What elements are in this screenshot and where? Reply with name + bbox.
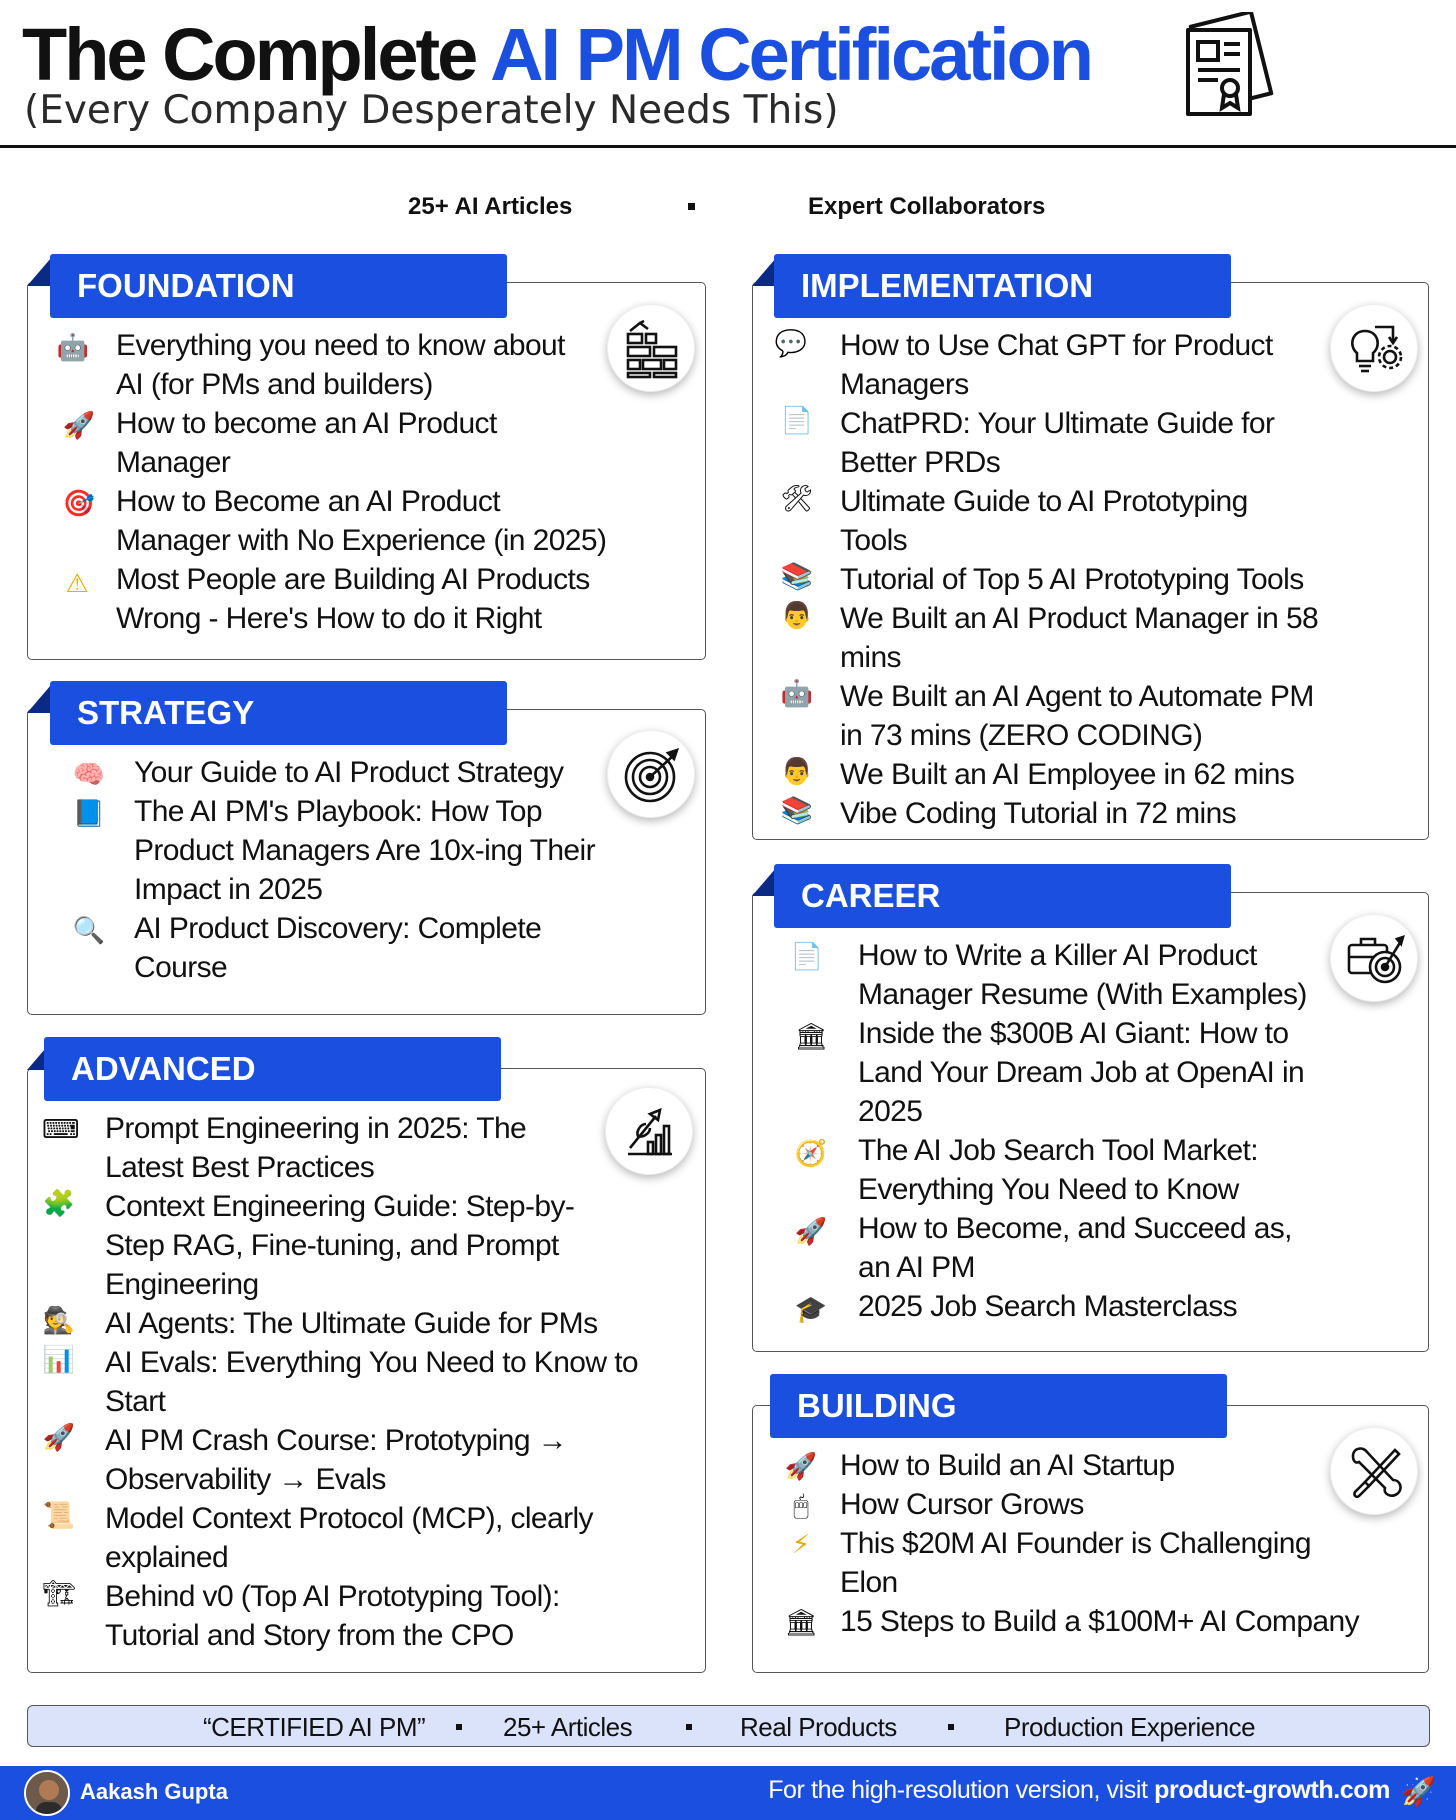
item-line: in 73 mins (ZERO CODING) — [840, 719, 1203, 752]
item-line: How to Become an AI Product — [116, 485, 501, 518]
list-item[interactable] — [840, 1446, 1175, 1485]
item-line: Most People are Building AI Products — [116, 563, 590, 596]
visit-text — [768, 1776, 1390, 1805]
footer — [0, 1766, 1456, 1820]
item-line: Observability → Evals — [105, 1463, 386, 1496]
foundation-title: FOUNDATION — [50, 254, 507, 318]
item-line: The AI PM's Playbook: How Top — [134, 795, 542, 828]
title-part-2: AI PM Certification — [490, 13, 1091, 96]
list-item[interactable] — [840, 794, 1236, 833]
item-line: Your Guide to AI Product Strategy — [134, 756, 564, 789]
item-line: Ultimate Guide to AI Prototyping — [840, 485, 1248, 518]
book-icon: 📘 — [72, 799, 106, 829]
item-line: 15 Steps to Build a $100M+ AI Company — [840, 1605, 1359, 1638]
ribbon-separator — [948, 1724, 954, 1730]
building-icon: 🏛 — [784, 1608, 818, 1638]
graduation-cap-icon: 🎓 — [794, 1295, 828, 1325]
stat-separator — [688, 203, 695, 210]
document-icon: 📄 — [790, 942, 824, 972]
header — [0, 0, 1456, 148]
item-line: We Built an AI Agent to Automate PM — [840, 680, 1314, 713]
tab-fold — [27, 258, 51, 286]
item-line: AI Evals: Everything You Need to Know to — [105, 1346, 639, 1379]
warning-icon: ⚠ — [65, 569, 89, 599]
item-line: How to Build an AI Startup — [840, 1449, 1175, 1482]
item-line: Model Context Protocol (MCP), clearly — [105, 1502, 593, 1535]
item-line: Engineering — [105, 1268, 259, 1301]
keyboard-icon: ⌨ — [42, 1115, 80, 1145]
list-item[interactable] — [105, 1421, 567, 1499]
page-title — [22, 12, 1091, 98]
list-item[interactable] — [840, 560, 1304, 599]
list-item[interactable] — [105, 1304, 597, 1343]
item-line: Behind v0 (Top AI Prototyping Tool): — [105, 1580, 560, 1613]
item-line: an AI PM — [858, 1251, 975, 1284]
item-line: Inside the $300B AI Giant: How to — [858, 1017, 1289, 1050]
item-line: Course — [134, 951, 228, 984]
page-subtitle: (Every Company Desperately Needs This) — [24, 88, 839, 133]
detective-icon: 🕵 — [42, 1306, 76, 1336]
item-line: Vibe Coding Tutorial in 72 mins — [840, 797, 1237, 830]
item-line: The AI Job Search Tool Market: — [858, 1134, 1258, 1167]
item-line: Tutorial of Top 5 AI Prototyping Tools — [840, 563, 1304, 596]
title-part-1: The Complete — [22, 13, 491, 96]
list-item[interactable] — [134, 792, 595, 909]
list-item[interactable] — [858, 1209, 1292, 1287]
implementation-title: IMPLEMENTATION — [774, 254, 1231, 318]
crane-icon: 🏗 — [42, 1579, 76, 1609]
list-item[interactable] — [858, 1014, 1304, 1131]
scroll-icon: 📜 — [42, 1501, 76, 1531]
item-line: Impact in 2025 — [134, 873, 323, 906]
list-item[interactable] — [840, 1524, 1311, 1602]
career-title: CAREER — [774, 864, 1231, 928]
item-line: AI Product Discovery: Complete — [134, 912, 542, 945]
list-item[interactable] — [840, 755, 1294, 794]
ribbon-experience: Production Experience — [1004, 1712, 1256, 1742]
item-line: Better PRDs — [840, 446, 1001, 479]
rocket-icon: 🚀 — [784, 1452, 818, 1482]
avatar — [24, 1770, 70, 1816]
rocket-chart-icon — [605, 1087, 693, 1175]
list-item[interactable] — [134, 909, 541, 987]
building-title: BUILDING — [770, 1374, 1227, 1438]
item-line: How to become an AI Product — [116, 407, 497, 440]
stat-collaborators: Expert Collaborators — [808, 193, 1046, 220]
certification-ribbon — [27, 1705, 1430, 1747]
item-line: Start — [105, 1385, 166, 1418]
puzzle-icon: 🧩 — [42, 1189, 76, 1219]
ribbon-separator — [456, 1724, 462, 1730]
item-line: How to Become, and Succeed as, — [858, 1212, 1292, 1245]
document-icon: 📄 — [780, 406, 814, 436]
ribbon-certified: “CERTIFIED AI PM” — [203, 1712, 426, 1742]
item-line: How to Write a Killer AI Product — [858, 939, 1257, 972]
wrench-screwdriver-icon — [1330, 1427, 1418, 1515]
strategy-title: STRATEGY — [50, 681, 507, 745]
list-item[interactable] — [116, 404, 497, 482]
item-line: Everything you need to know about — [116, 329, 565, 362]
item-line: AI (for PMs and builders) — [116, 368, 433, 401]
item-line: Wrong - Here's How to do it Right — [116, 602, 542, 635]
item-line: Product Managers Are 10x-ing Their — [134, 834, 595, 867]
item-line: Elon — [840, 1566, 898, 1599]
visit-link[interactable]: product-growth.com — [1154, 1776, 1390, 1804]
rocket-icon: 🚀 — [794, 1217, 828, 1247]
advanced-title: ADVANCED — [44, 1037, 501, 1101]
robot-icon: 🤖 — [56, 333, 90, 363]
item-line: Step RAG, Fine-tuning, and Prompt — [105, 1229, 559, 1262]
item-line: AI Agents: The Ultimate Guide for PMs — [105, 1307, 598, 1340]
item-line: Context Engineering Guide: Step-by- — [105, 1190, 575, 1223]
list-item[interactable] — [105, 1577, 560, 1655]
item-line: How Cursor Grows — [840, 1488, 1084, 1521]
list-item[interactable] — [105, 1187, 574, 1304]
list-item[interactable] — [840, 404, 1274, 482]
rocket-icon: 🚀 — [1401, 1775, 1436, 1808]
tools-icon: 🛠 — [780, 484, 814, 514]
books-icon: 📚 — [780, 796, 814, 826]
ribbon-articles: 25+ Articles — [503, 1712, 633, 1742]
list-item[interactable] — [840, 677, 1314, 755]
item-line: 2025 — [858, 1095, 923, 1128]
item-line: Latest Best Practices — [105, 1151, 375, 1184]
list-item[interactable] — [134, 753, 563, 792]
magnifier-icon: 🔍 — [72, 916, 106, 946]
item-line: Manager — [116, 446, 231, 479]
ribbon-products: Real Products — [740, 1712, 897, 1742]
item-line: How to Use Chat GPT for Product — [840, 329, 1273, 362]
list-item[interactable] — [116, 482, 606, 560]
lightbulb-gear-icon — [1330, 304, 1418, 392]
tab-fold — [27, 685, 51, 713]
building-icon: 🏛 — [794, 1022, 828, 1052]
tab-fold — [752, 868, 776, 896]
item-line: AI PM Crash Course: Prototyping → — [105, 1424, 568, 1457]
briefcase-target-icon — [1330, 914, 1418, 1002]
list-item[interactable] — [840, 482, 1248, 560]
stat-articles: 25+ AI Articles — [408, 193, 573, 220]
item-line: mins — [840, 641, 901, 674]
list-item[interactable] — [840, 1485, 1084, 1524]
item-line: 2025 Job Search Masterclass — [858, 1290, 1238, 1323]
item-line: explained — [105, 1541, 229, 1574]
item-line: Managers — [840, 368, 969, 401]
item-line: ChatPRD: Your Ultimate Guide for — [840, 407, 1275, 440]
ribbon-separator — [686, 1724, 692, 1730]
books-icon: 📚 — [780, 562, 814, 592]
lightning-icon: ⚡ — [791, 1530, 811, 1560]
author-name: Aakash Gupta — [80, 1779, 228, 1804]
item-line: Tutorial and Story from the CPO — [105, 1619, 514, 1652]
rocket-icon: 🚀 — [42, 1423, 76, 1453]
item-line: Everything You Need to Know — [858, 1173, 1239, 1206]
item-line: Land Your Dream Job at OpenAI in — [858, 1056, 1305, 1089]
robot-icon: 🤖 — [780, 679, 814, 709]
list-item[interactable] — [858, 936, 1307, 1014]
speech-bubble-icon: 💬 — [774, 329, 808, 359]
item-line: Prompt Engineering in 2025: The — [105, 1112, 527, 1145]
list-item[interactable] — [840, 326, 1273, 404]
visit-label: For the high-resolution version, visit — [768, 1776, 1155, 1804]
teacher-icon: 👨 — [780, 757, 814, 787]
bullseye-icon — [607, 730, 695, 818]
item-line: We Built an AI Product Manager in 58 — [840, 602, 1319, 635]
item-line: Tools — [840, 524, 908, 557]
technologist-icon: 👨 — [780, 601, 814, 631]
bar-chart-icon: 📊 — [42, 1345, 76, 1375]
item-line: We Built an AI Employee in 62 mins — [840, 758, 1295, 791]
list-item[interactable] — [105, 1109, 526, 1187]
list-item[interactable] — [858, 1287, 1237, 1326]
certificate-icon — [1178, 12, 1284, 118]
brick-wall-icon — [607, 304, 695, 392]
list-item[interactable] — [840, 1602, 1359, 1641]
list-item[interactable] — [116, 326, 565, 404]
mouse-icon: 🖱 — [793, 1491, 809, 1521]
list-item[interactable] — [840, 599, 1318, 677]
item-line: Manager Resume (With Examples) — [858, 978, 1307, 1011]
compass-icon: 🧭 — [794, 1139, 828, 1169]
item-line: This $20M AI Founder is Challenging — [840, 1527, 1311, 1560]
list-item[interactable] — [116, 560, 590, 638]
list-item[interactable] — [105, 1499, 593, 1577]
tab-fold — [752, 258, 776, 286]
item-line: Manager with No Experience (in 2025) — [116, 524, 607, 557]
list-item[interactable] — [105, 1343, 638, 1421]
brain-icon: 🧠 — [72, 760, 106, 790]
list-item[interactable] — [858, 1131, 1258, 1209]
rocket-icon: 🚀 — [62, 411, 96, 441]
target-icon: 🎯 — [62, 489, 96, 519]
